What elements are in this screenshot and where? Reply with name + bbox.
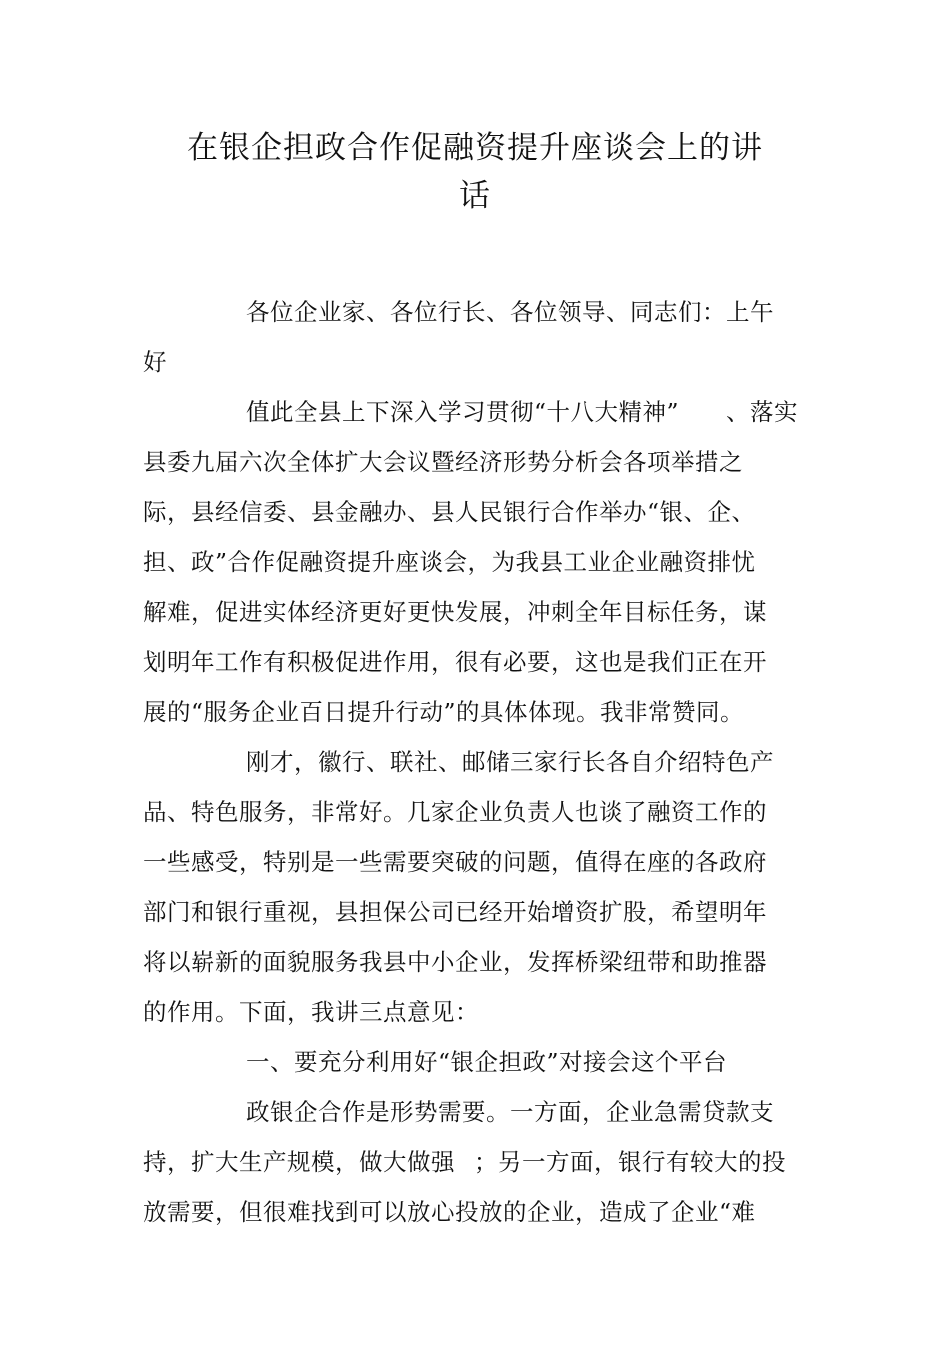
paragraph-1-line-6: 划明年工作有积极促进作用，很有必要，这也是我们正在开 [143,648,767,676]
paragraph-2-line-2: 品、特色服务，非常好。几家企业负责人也谈了融资工作的 [143,798,767,826]
paragraph-1-line-7: 展的“服务企业百日提升行动”的具体体现。我非常赞同。 [143,698,745,726]
paragraph-1-line-2: 县委九届六次全体扩大会议暨经济形势分析会各项举措之 [143,448,743,476]
paragraph-1-line-5: 解难，促进实体经济更好更快发展，冲刺全年目标任务，谋 [143,598,767,626]
title-line-2: 话 [459,178,491,214]
paragraph-1-line-1a: 值此全县上下深入学习贯彻“十八大精神” [246,398,680,426]
paragraph-3-line-3: 放需要，但很难找到可以放心投放的企业，造成了企业“难 [143,1198,756,1226]
paragraph-3-line-1: 政银企合作是形势需要。一方面，企业急需贷款支 [246,1098,774,1126]
section-heading-1: 一、要充分利用好“银企担政”对接会这个平台 [246,1048,728,1076]
paragraph-2-line-5: 将以崭新的面貌服务我县中小企业，发挥桥梁纽带和助推器 [143,948,767,976]
salutation-line-end: 好 [143,348,167,376]
paragraph-1-line-3: 际，县经信委、县金融办、县人民银行合作举办“银、企、 [143,498,756,526]
paragraph-2-line-6: 的作用。下面，我讲三点意见： [143,998,479,1026]
paragraph-3-line-2a: 持，扩大生产规模，做大做强 [143,1148,455,1176]
paragraph-2-line-1: 刚才，徽行、联社、邮储三家行长各自介绍特色产 [246,748,774,776]
paragraph-3-line-2b: ；另一方面，银行有较大的投 [474,1148,786,1176]
paragraph-2-line-4: 部门和银行重视，县担保公司已经开始增资扩股，希望明年 [143,898,767,926]
paragraph-1-line-1b: 、落实 [726,398,798,426]
paragraph-2-line-3: 一些感受，特别是一些需要突破的问题，值得在座的各政府 [143,848,767,876]
title-line-1: 在银企担政合作促融资提升座谈会上的讲 [187,130,763,166]
salutation-line: 各位企业家、各位行长、各位领导、同志们：上午 [246,298,774,326]
paragraph-1-line-4: 担、政”合作促融资提升座谈会，为我县工业企业融资排忧 [143,548,756,576]
